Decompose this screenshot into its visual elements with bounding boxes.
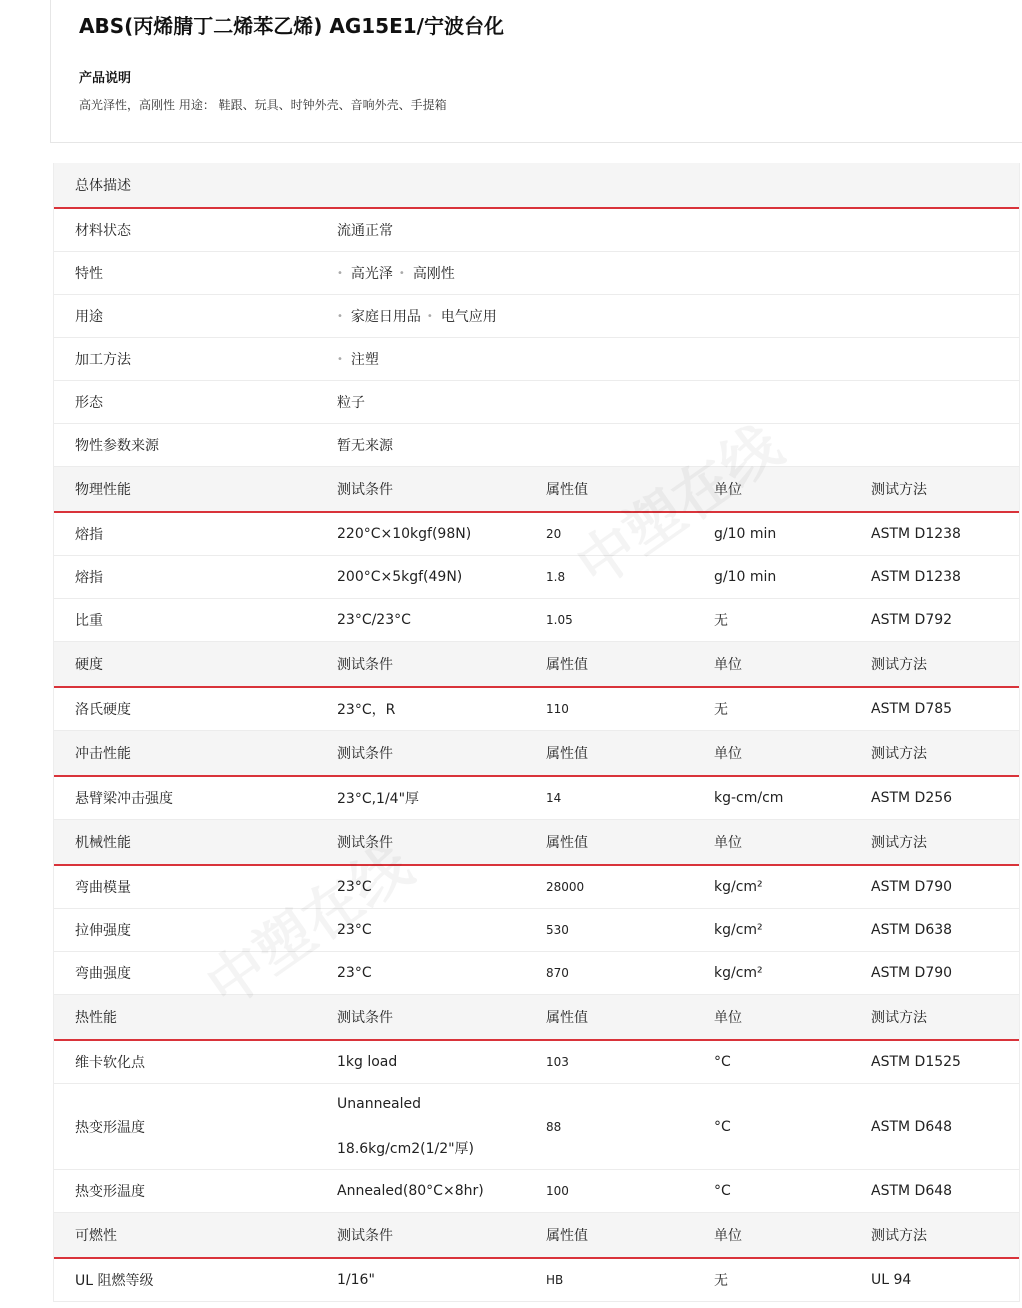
property-value: 1.8 (546, 570, 566, 584)
property-name: 熔指 (75, 527, 103, 543)
overview-row-value (337, 435, 1019, 455)
column-header-method: 测试方法 (871, 835, 927, 851)
property-name: 热变形温度 (75, 1184, 145, 1200)
overview-row (54, 338, 1019, 381)
test-condition (337, 879, 546, 895)
property-unit: 无 (714, 702, 728, 718)
test-condition (337, 612, 546, 628)
section-title: 硬度 (75, 657, 103, 673)
section-title: 热性能 (75, 1010, 117, 1026)
table-row (54, 599, 1019, 642)
test-condition (337, 1096, 546, 1158)
column-header-unit: 单位 (714, 1010, 742, 1026)
property-unit: 无 (714, 1273, 728, 1289)
column-header-unit: 单位 (714, 835, 742, 851)
feature-tag: 高刚性 (412, 266, 455, 282)
overview-row (54, 381, 1019, 424)
property-value: HB (546, 1273, 564, 1287)
property-value: 1.05 (546, 613, 573, 627)
section-title: 物理性能 (75, 482, 131, 498)
column-header-method: 测试方法 (871, 657, 927, 673)
overview-value-text: 暂无来源 (337, 438, 393, 454)
column-header-condition: 测试条件 (337, 1010, 393, 1026)
test-method: ASTM D785 (871, 701, 953, 717)
test-condition-line: 23°C，R (337, 702, 396, 718)
overview-row-value (337, 306, 1019, 326)
test-condition (337, 1272, 546, 1288)
property-name: 热变形温度 (75, 1119, 145, 1136)
test-condition-lines (337, 1096, 546, 1158)
property-name: 弯曲模量 (75, 880, 131, 896)
test-condition (337, 922, 546, 938)
test-method: ASTM D648 (871, 1118, 953, 1135)
test-method: UL 94 (871, 1272, 912, 1288)
column-header-value: 属性值 (546, 482, 588, 498)
property-name: 悬臂梁冲击强度 (75, 791, 173, 807)
test-condition-line: 23°C (337, 922, 372, 938)
test-method: ASTM D1238 (871, 569, 961, 585)
column-header-method: 测试方法 (871, 746, 927, 762)
column-header-value: 属性值 (546, 657, 588, 673)
overview-rows (54, 209, 1019, 467)
property-name: UL 阻燃等级 (75, 1273, 154, 1289)
product-summary-box (50, 0, 1022, 143)
property-name: 维卡软化点 (75, 1055, 145, 1071)
test-condition-line: 23°C (337, 965, 372, 981)
page-title: ABS(丙烯腈丁二烯苯乙烯) AG15E1/宁波台化 (79, 14, 504, 38)
overview-header-label: 总体描述 (75, 178, 131, 194)
test-method: ASTM D1238 (871, 526, 961, 542)
test-condition-line: Unannealed (337, 1095, 422, 1112)
property-name: 拉伸强度 (75, 923, 131, 939)
column-header-condition: 测试条件 (337, 657, 393, 673)
property-value: 28000 (546, 880, 585, 894)
section-header (54, 731, 1019, 777)
property-name: 比重 (75, 613, 103, 629)
column-header-value: 属性值 (546, 1010, 588, 1026)
property-unit: kg/cm² (714, 879, 763, 895)
column-header-value: 属性值 (546, 746, 588, 762)
feature-tag: 电气应用 (440, 309, 497, 325)
property-value: 88 (546, 1119, 562, 1134)
overview-value-text: 粒子 (337, 395, 365, 411)
bullet-icon: • (337, 353, 343, 365)
bullet-icon: • (337, 267, 343, 279)
property-unit: g/10 min (714, 569, 777, 585)
property-value: 14 (546, 791, 562, 805)
description-text: 高光泽性，高刚性 用途： 鞋跟、玩具、时钟外壳、音响外壳、手提箱 (79, 98, 447, 112)
description-label: 产品说明 (79, 71, 132, 86)
overview-row-label: 物性参数来源 (75, 438, 159, 454)
table-row (54, 556, 1019, 599)
overview-header (54, 163, 1019, 209)
overview-row (54, 424, 1019, 467)
test-condition-line: Annealed(80°C×8hr) (337, 1183, 484, 1199)
test-method: ASTM D638 (871, 922, 953, 938)
column-header-unit: 单位 (714, 657, 742, 673)
test-method: ASTM D790 (871, 965, 953, 981)
table-row (54, 777, 1019, 820)
overview-row (54, 209, 1019, 252)
overview-row (54, 252, 1019, 295)
column-header-condition: 测试条件 (337, 482, 393, 498)
property-value: 100 (546, 1184, 569, 1198)
property-name: 弯曲强度 (75, 966, 131, 982)
property-value: 530 (546, 923, 569, 937)
test-condition (337, 788, 546, 808)
test-condition (337, 699, 546, 719)
test-method: ASTM D1525 (871, 1054, 961, 1070)
property-unit: °C (714, 1118, 731, 1135)
section-header (54, 820, 1019, 866)
table-row (54, 1041, 1019, 1084)
test-condition (337, 526, 546, 542)
column-header-unit: 单位 (714, 1228, 742, 1244)
column-header-condition: 测试条件 (337, 1228, 393, 1244)
property-unit: 无 (714, 613, 728, 629)
overview-row-label: 用途 (75, 309, 103, 325)
overview-row-label: 加工方法 (75, 352, 131, 368)
table-row (54, 909, 1019, 952)
overview-row-value (337, 392, 1019, 412)
test-condition-line: 200°C×5kgf(49N) (337, 569, 463, 585)
table-row (54, 688, 1019, 731)
overview-row-label: 特性 (75, 266, 103, 282)
table-row (54, 513, 1019, 556)
overview-row (54, 295, 1019, 338)
table-row (54, 952, 1019, 995)
test-condition-line: 23°C,1/4"厚 (337, 791, 420, 807)
bullet-icon: • (337, 310, 343, 322)
feature-tag: 家庭日用品 (350, 309, 421, 325)
column-header-value: 属性值 (546, 835, 588, 851)
overview-row-label: 材料状态 (75, 223, 131, 239)
column-header-condition: 测试条件 (337, 746, 393, 762)
overview-value-text: 流通正常 (337, 223, 393, 239)
test-method: ASTM D648 (871, 1183, 953, 1199)
column-header-condition: 测试条件 (337, 835, 393, 851)
table-row (54, 1170, 1019, 1213)
section-header (54, 642, 1019, 688)
property-unit: g/10 min (714, 526, 777, 542)
test-method: ASTM D790 (871, 879, 953, 895)
test-condition-line: 220°C×10kgf(98N) (337, 526, 472, 542)
column-header-method: 测试方法 (871, 482, 927, 498)
property-unit: kg-cm/cm (714, 790, 784, 806)
test-method: ASTM D256 (871, 790, 953, 806)
table-row (54, 866, 1019, 909)
test-condition (337, 1183, 546, 1199)
property-value: 110 (546, 702, 569, 716)
test-condition-line: 23°C (337, 879, 372, 895)
test-condition (337, 1054, 546, 1070)
property-unit: kg/cm² (714, 922, 763, 938)
column-header-unit: 单位 (714, 482, 742, 498)
section-title: 冲击性能 (75, 746, 131, 762)
test-method: ASTM D792 (871, 612, 953, 628)
overview-row-value (337, 220, 1019, 240)
table-row (54, 1084, 1019, 1170)
column-header-method: 测试方法 (871, 1010, 927, 1026)
section-header (54, 1213, 1019, 1259)
test-condition-line: 1kg load (337, 1054, 398, 1070)
column-header-method: 测试方法 (871, 1228, 927, 1244)
property-unit: °C (714, 1183, 731, 1199)
bullet-icon: • (426, 310, 433, 322)
property-value: 870 (546, 966, 569, 980)
overview-row-label: 形态 (75, 395, 103, 411)
column-header-unit: 单位 (714, 746, 742, 762)
test-condition-line: 18.6kg/cm2(1/2"厚) (337, 1140, 475, 1157)
property-name: 洛氏硬度 (75, 702, 131, 718)
section-title: 可燃性 (75, 1228, 117, 1244)
feature-tag: 注塑 (350, 352, 379, 368)
property-value: 103 (546, 1055, 569, 1069)
overview-row-value (337, 263, 1019, 283)
test-condition (337, 965, 546, 981)
section-header (54, 995, 1019, 1041)
test-condition-line: 23°C/23°C (337, 612, 411, 628)
property-sections (54, 467, 1019, 1302)
property-unit: kg/cm² (714, 965, 763, 981)
test-condition (337, 569, 546, 585)
test-condition-line: 1/16" (337, 1272, 375, 1288)
spec-table (53, 163, 1020, 1302)
table-row (54, 1259, 1019, 1302)
property-name: 熔指 (75, 570, 103, 586)
overview-row-value (337, 349, 1019, 369)
bullet-icon: • (398, 267, 405, 279)
property-value: 20 (546, 527, 562, 541)
section-title: 机械性能 (75, 835, 131, 851)
section-header (54, 467, 1019, 513)
property-unit: °C (714, 1054, 731, 1070)
feature-tag: 高光泽 (350, 266, 393, 282)
column-header-value: 属性值 (546, 1228, 588, 1244)
